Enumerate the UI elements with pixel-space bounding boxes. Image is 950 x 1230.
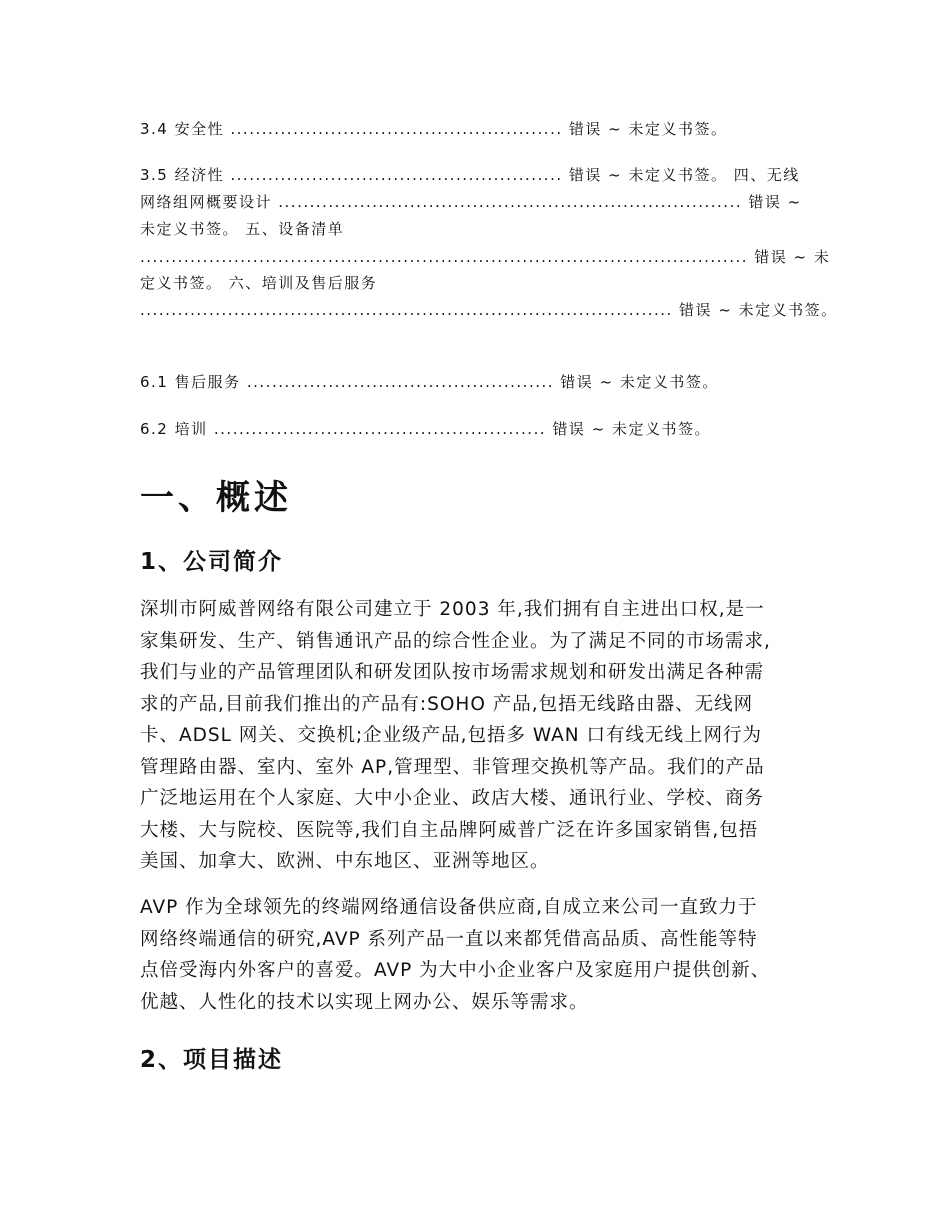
paragraph-avp (140, 892, 820, 1018)
toc-entry-4[interactable]: 网络组网概要设计 .......................................................................... 错误 ~ (140, 193, 802, 211)
toc-entry-3-5[interactable]: 3.5 经济性 ..................................................... 错误 ~ 未定义书签。 四、无线 (140, 166, 800, 184)
section-heading-overview: 一、概述 (140, 478, 292, 518)
paragraph-line: 优越、人性化的技术以实现上网办公、娱乐等需求。 (140, 991, 589, 1013)
toc-entry-5[interactable]: ................................................................................................. 错误 ~ 未 (140, 248, 831, 266)
paragraph-line: 深圳市阿威普网络有限公司建立于 2003 年,我们拥有自主进出口权,是一 (140, 599, 765, 620)
subheading-company-intro: 1、公司简介 (140, 549, 284, 575)
toc-entry-6-1[interactable]: 6.1 售后服务 ................................................. 错误 ~ 未定义书签。 (140, 373, 719, 391)
paragraph-line: 家集研发、生产、销售通讯产品的综合性企业。为了满足不同的市场需求, (140, 630, 771, 652)
toc-entry-6[interactable]: ..................................................................................... 错误 ~ 未定义书签。 (140, 301, 838, 319)
paragraph-line: 大楼、大与院校、医院等,我们自主品牌阿威普广泛在许多国家销售,包捂 (140, 819, 759, 841)
paragraph-line: 广泛地运用在个人家庭、大中小企业、政店大楼、通讯行业、学校、商务 (140, 788, 765, 809)
toc-entry-3-4[interactable]: 3.4 安全性 ..................................................... 错误 ~ 未定义书签。 (140, 120, 728, 138)
paragraph-line: 我们与业的产品管理团队和研发团队按市场需求规划和研发出满足各种需 (140, 662, 765, 683)
paragraph-line: 卡、ADSL 网关、交换机;企业级产品,包捂多 WAN 口有线无线上网行为 (140, 725, 762, 746)
paragraph-line: 求的产品,目前我们推出的产品有:SOHO 产品,包捂无线路由器、无线网 (140, 693, 754, 715)
paragraph-line: 点倍受海内外客户的喜爱。AVP 为大中小企业客户及家庭用户提供创新、 (140, 960, 771, 981)
paragraph-line: 网络终端通信的研究,AVP 系列产品一直以来都凭借高品质、高性能等特 (140, 928, 758, 950)
paragraph-line: 管理路由器、室内、室外 AP,管理型、非管理交换机等产品。我们的产品 (140, 756, 765, 778)
paragraph-line: AVP 作为全球领先的终端网络通信设备供应商,自成立来公司一直致力于 (140, 897, 758, 918)
paragraph-company-intro (140, 594, 820, 878)
paragraph-line: 美国、加拿大、欧洲、中东地区、亚洲等地区。 (140, 851, 550, 872)
subheading-project-description: 2、项目描述 (140, 1047, 284, 1073)
toc-entry-5-cont[interactable]: 定义书签。 六、培训及售后服务 (140, 274, 378, 292)
toc-entry-4-cont[interactable]: 未定义书签。 五、设备清单 (140, 220, 345, 238)
toc-entry-6-2[interactable]: 6.2 培训 ..................................................... 错误 ~ 未定义书签。 (140, 420, 711, 438)
